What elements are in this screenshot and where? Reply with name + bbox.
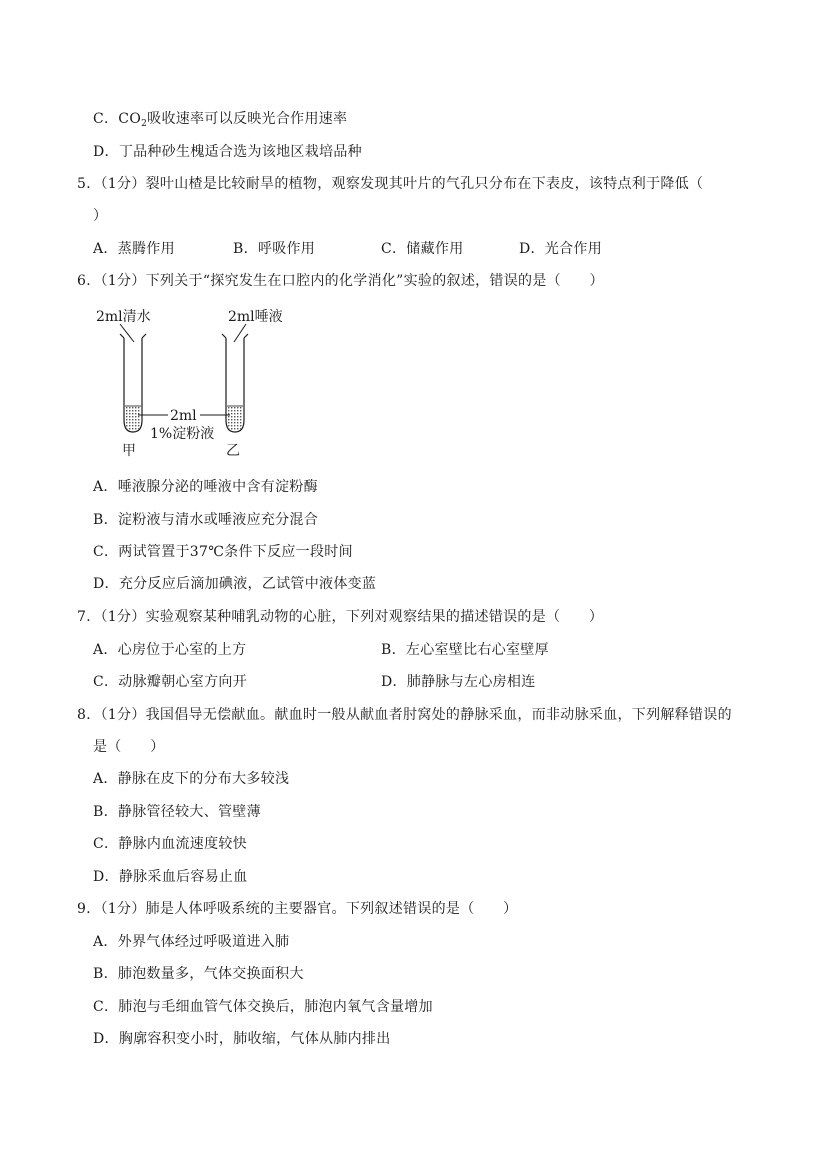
q6-stem: 6．（1分）下列关于“探究发生在口腔内的化学消化”实验的叙述，错误的是（ ） <box>77 273 604 289</box>
q9-option-d: D．胸廓容积变小时，肺收缩，气体从肺内排出 <box>93 1031 391 1047</box>
q7-stem: 7．（1分）实验观察某种哺乳动物的心脏，下列对观察结果的描述错误的是（ ） <box>77 609 604 625</box>
q6-option-c: C．两试管置于37℃条件下反应一段时间 <box>93 544 353 560</box>
q8-option-c: C．静脉内血流速度较快 <box>93 836 248 852</box>
tube-jia <box>120 334 146 432</box>
q7-option-b: B．左心室壁比右心室壁厚 <box>381 642 549 658</box>
q9-option-c: C．肺泡与毛细血管气体交换后，肺泡内氧气含量增加 <box>93 999 433 1015</box>
q5-option-d: D．光合作用 <box>519 241 603 257</box>
label-middle-amount: 2ml <box>170 408 197 424</box>
q8-stem: 8．（1分）我国倡导无偿献血。献血时一般从献血者肘窝处的静脉采血，而非动脉采血，下列解释错误的 <box>77 707 732 723</box>
label-right-top: 2ml唾液 <box>228 309 283 325</box>
q5-option-c: C．储藏作用 <box>381 241 464 257</box>
label-tube-yi: 乙 <box>226 443 240 459</box>
q8-stem-cont: 是（ ） <box>93 739 165 755</box>
q6-option-d: D．充分反应后滴加碘液，乙试管中液体变蓝 <box>93 576 377 592</box>
q7-option-a: A．心房位于心室的上方 <box>93 642 247 658</box>
q6-option-a: A．唾液腺分泌的唾液中含有淀粉酶 <box>93 479 318 495</box>
q7-option-d: D．肺静脉与左心房相连 <box>381 674 536 690</box>
label-tube-jia: 甲 <box>122 443 136 459</box>
q9-stem: 9．（1分）肺是人体呼吸系统的主要器官。下列叙述错误的是（ ） <box>77 901 518 917</box>
q5-stem: 5．（1分）裂叶山楂是比较耐旱的植物，观察发现其叶片的气孔只分布在下表皮，该特点利于降低（ <box>77 176 704 192</box>
tube-yi <box>222 334 248 432</box>
q4-option-c: C．$CO_2$吸收速率可以反映光合作用速率 <box>93 111 348 129</box>
pointer-left-top <box>120 324 134 342</box>
q8-option-b: B．静脉管径较大、管壁薄 <box>93 804 261 820</box>
q9-option-b: B．肺泡数量多，气体交换面积大 <box>93 966 304 982</box>
q5-option-b: B．呼吸作用 <box>233 241 316 257</box>
label-left-top: 2ml清水 <box>96 309 151 325</box>
test-tube-figure <box>90 302 310 462</box>
q5-stem-cont: ） <box>93 208 108 224</box>
q8-option-a: A．静脉在皮下的分布大多较浅 <box>93 771 290 787</box>
q5-option-a: A．蒸腾作用 <box>93 241 175 257</box>
q8-option-d: D．静脉采血后容易止血 <box>93 869 248 885</box>
q4-option-d: D．丁品种砂生槐适合选为该地区栽培品种 <box>93 144 362 160</box>
label-middle-starch: 1%淀粉液 <box>150 426 215 442</box>
q6-option-b: B．淀粉液与清水或唾液应充分混合 <box>93 512 319 528</box>
liquid-jia <box>125 406 141 431</box>
q9-option-a: A．外界气体经过呼吸道进入肺 <box>93 934 290 950</box>
q7-option-c: C．动脉瓣朝心室方向开 <box>93 674 248 690</box>
liquid-yi <box>227 406 243 431</box>
